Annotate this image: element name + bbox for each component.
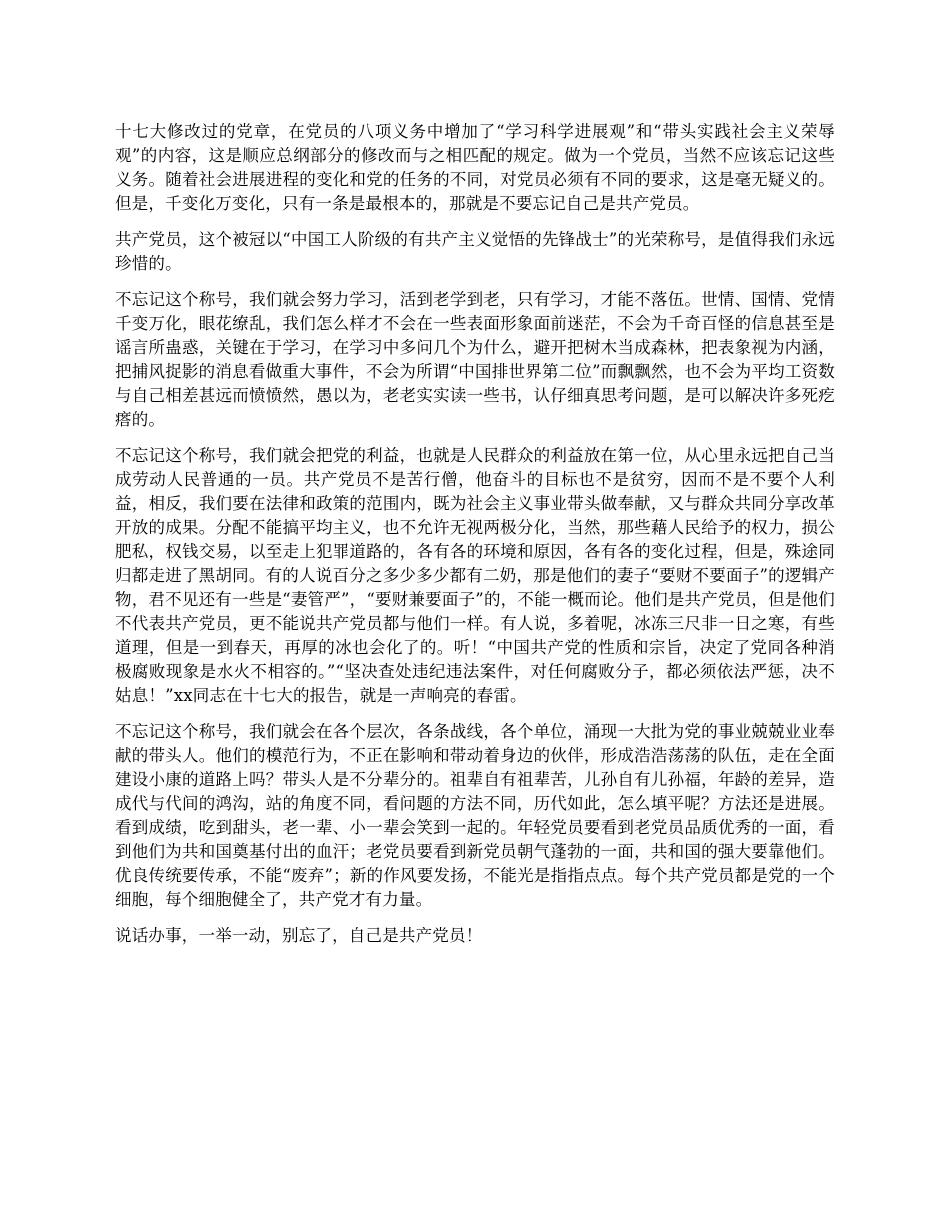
document-body bbox=[115, 120, 835, 960]
paragraph-3: 不忘记这个称号，我们就会努力学习，活到老学到老，只有学习，才能不落伍。世情、国情、党情千变万化，眼花缭乱，我们怎么样才不会在一些表面形象面前迷茫，不会为千奇百怪的信息甚至是谣言所蛊惑，关键在于学习，在学习中多问几个为什么，避开把树木当成森林，把表象视为内涵，把捕风捉影的消息看做重大事件，不会为所谓“中国排世界第二位”而飘飘然，也不会为平均工资数与自己相差甚远而愤愤然，愚以为，老老实实读一些书，认仔细真思考问题，是可以解决许多死疙瘩的。 bbox=[115, 290, 835, 429]
paragraph-1: 十七大修改过的党章，在党员的八项义务中增加了“学习科学进展观”和“带头实践社会主义荣辱观”的内容，这是顺应总纲部分的修改而与之相匹配的规定。做为一个党员，当然不应该忘记这些义务。随着社会进展进程的变化和党的任务的不同，对党员必须有不同的要求，这是毫无疑义的。但是，千变化万变化，只有一条是最根本的，那就是不要忘记自己是共产党员。 bbox=[115, 122, 835, 213]
paragraph-6: 说话办事，一举一动，别忘了，自己是共产党员！ bbox=[115, 926, 483, 945]
paragraph-4: 不忘记这个称号，我们就会把党的利益，也就是人民群众的利益放在第一位，从心里永远把自己当成劳动人民普通的一员。共产党员不是苦行僧，他奋斗的目标也不是贫穷，因而不是不要个人利益，相反，我们要在法律和政策的范围内，既为社会主义事业带头做奉献，又与群众共同分享改革开放的成果。分配不能搞平均主义，也不允许无视两极分化，当然，那些藉人民给予的权力，损公肥私，权钱交易，以至走上犯罪道路的，各有各的环境和原因，各有各的变化过程，但是，殊途同归都走进了黑胡同。有的人说百分之多少多少都有二奶，那是他们的妻子“要财不要面子”的逻辑产物，君不见还有一些是“妻管严”，“要财兼要面子”的，不能一概而论。他们是共产党员，但是他们不代表共产党员，更不能说共产党员都与他们一样。有人说，多着呢，冰冻三尺非一日之寒，有些道理，但是一到春天，再厚的冰也会化了的。听！“中国共产党的性质和宗旨，决定了党同各种消极腐败现象是水火不相容的。”“坚决查处违纪违法案件，对任何腐败分子，都必须依法严惩，决不姑息！”xx同志在十七大的报告，就是一声响亮的春雷。 bbox=[115, 446, 835, 705]
paragraph-2: 共产党员，这个被冠以“中国工人阶级的有共产主义觉悟的先锋战士”的光荣称号，是值得我们永远珍惜的。 bbox=[115, 230, 835, 273]
paragraph-5: 不忘记这个称号，我们就会在各个层次，各条战线，各个单位，涌现一大批为党的事业兢兢业业奉献的带头人。他们的模范行为，不正在影响和带动着身边的伙伴，形成浩浩荡荡的队伍，走在全面建设小康的道路上吗？带头人是不分辈分的。祖辈自有祖辈苦，儿孙自有儿孙福，年龄的差异，造成代与代间的鸿沟，站的角度不同，看问题的方法不同，历代如此，怎么填平呢？方法还是进展。看到成绩，吃到甜头，老一辈、小一辈会笑到一起的。年轻党员要看到老党员品质优秀的一面，看到他们为共和国奠基付出的血汗；老党员要看到新党员朝气蓬勃的一面，共和国的强大要靠他们。优良传统要传承，不能“废弃”；新的作风要发扬，不能光是指指点点。每个共产党员都是党的一个细胞，每个细胞健全了，共产党才有力量。 bbox=[115, 722, 835, 909]
